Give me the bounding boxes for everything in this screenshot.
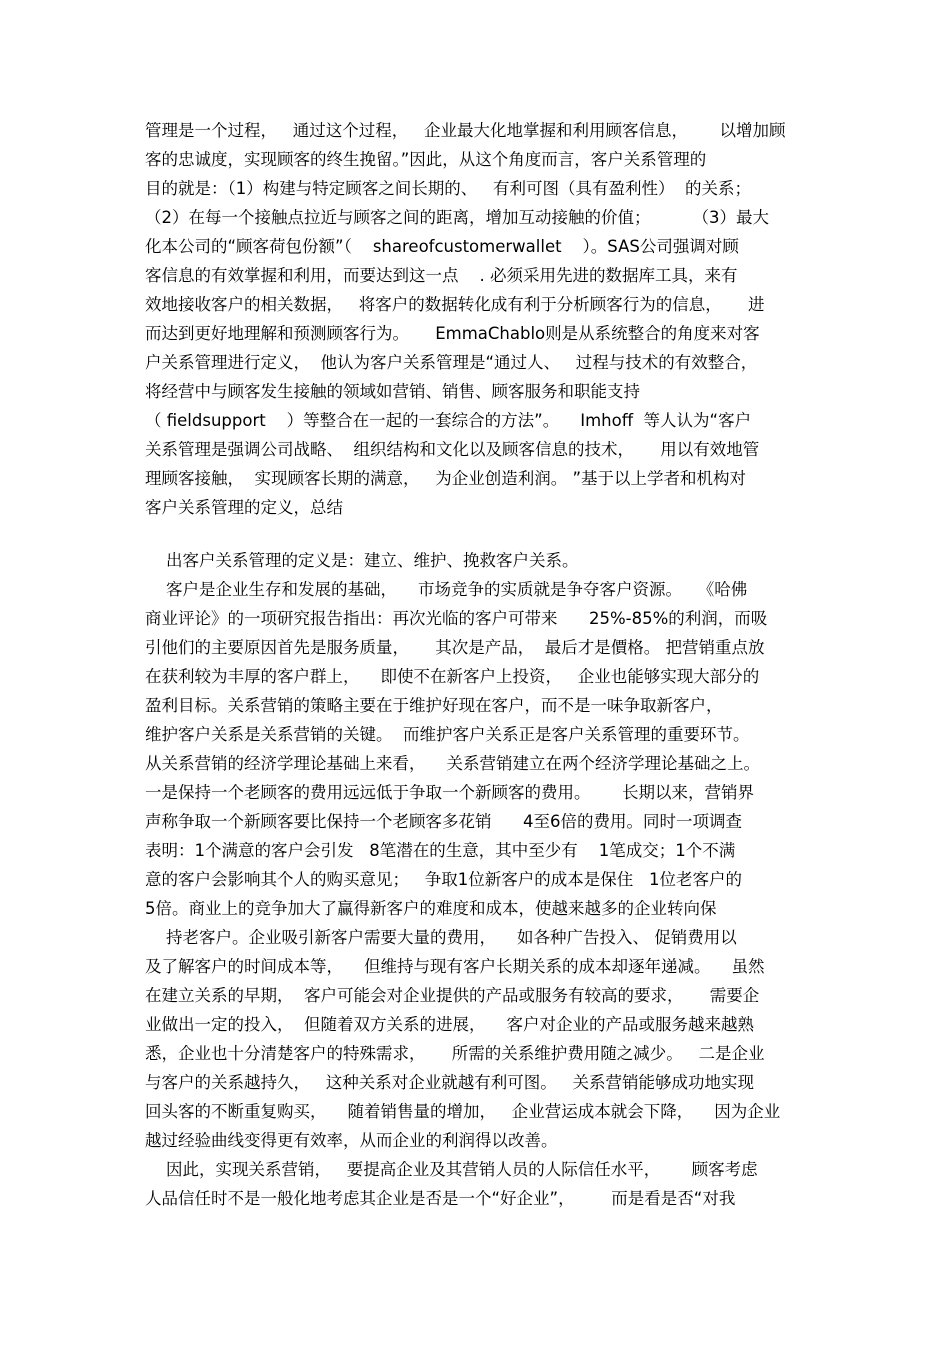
text-line: 在建立关系的早期， 客户可能会对企业提供的产品或服务有较高的要求， 需要企 [145, 986, 760, 1005]
text-line: 客的忠诚度，实现顾客的终生挽留。”因此，从这个角度而言，客户关系管理的 [145, 150, 707, 169]
text-line: 业做出一定的投入， 但随着双方关系的进展， 客户对企业的产品或服务越来越熟 [145, 1015, 754, 1034]
text-line: 声称争取一个新顾客要比保持一个老顾客多花销 4至6倍的费用。同时一项调查 [145, 812, 742, 831]
text-line: 将经营中与顾客发生接触的领域如营销、销售、顾客服务和职能支持 [145, 382, 640, 401]
text-line: 因此，实现关系营销， 要提高企业及其营销人员的人际信任水平， 顾客考虑 [145, 1160, 758, 1179]
text-line: 在获利较为丰厚的客户群上， 即使不在新客户上投资， 企业也能够实现大部分的 [145, 667, 760, 686]
text-line: 越过经验曲线变得更有效率，从而企业的利润得以改善。 [145, 1131, 558, 1150]
text-line: 5倍。商业上的竞争加大了赢得新客户的难度和成本，使越来越多的企业转向保 [145, 899, 717, 918]
text-line: 表明：1个满意的客户会引发 8笔潜在的生意，其中至少有 1笔成交；1个不满 [145, 841, 736, 860]
text-line: 意的客户会影响其个人的购买意见； 争取1位新客户的成本是保住 1位老客户的 [145, 870, 742, 889]
text-line: 客户是企业生存和发展的基础， 市场竞争的实质就是争夺客户资源。 《哈佛 [145, 580, 748, 599]
text-line: 与客户的关系越持久， 这种关系对企业就越有利可图。 关系营销能够成功地实现 [145, 1073, 754, 1092]
text-line: 从关系营销的经济学理论基础上来看， 关系营销建立在两个经济学理论基础之上。 [145, 754, 760, 773]
text-line: 客信息的有效掌握和利用，而要达到这一点 . 必须采用先进的数据库工具，来有 [145, 266, 738, 285]
text-line: 户关系管理进行定义， 他认为客户关系管理是“通过人、 过程与技术的有效整合， [145, 353, 758, 372]
text-line: 引他们的主要原因首先是服务质量， 其次是产品， 最后才是價格。 把营销重点放 [145, 638, 765, 657]
text-line: 回头客的不断重复购买， 随着销售量的增加， 企业营运成本就会下降， 因为企业 [145, 1102, 781, 1121]
text-line: 化本公司的“顾客荷包份额”（ shareofcustomerwallet ）。SAS公司强调对顾 [145, 237, 739, 256]
text-line: 商业评论》的一项研究报告指出：再次光临的客户可带来 25%-85%的利润，而吸 [145, 609, 768, 628]
text-line: （ fieldsupport ）等整合在一起的一套综合的方法”。 Imhoff 等人认为“客户 [145, 411, 752, 430]
text-line: （2）在每一个接触点拉近与顾客之间的距离，增加互动接触的价值； （3）最大 [145, 208, 769, 227]
text-line: 客户关系管理的定义，总结 [145, 498, 343, 517]
text-line: 管理是一个过程， 通过这个过程， 企业最大化地掌握和利用顾客信息， 以增加顾 [145, 121, 786, 140]
text-line: 人品信任时不是一般化地考虑其企业是否是一个“好企业”， 而是看是否“对我 [145, 1189, 736, 1208]
text-line: 出客户关系管理的定义是：建立、维护、挽救客户关系。 [145, 551, 579, 570]
text-line: 理顾客接触， 实现顾客长期的满意， 为企业创造利润。 ”基于以上学者和机构对 [145, 469, 747, 488]
text-line: 及了解客户的时间成本等， 但维持与现有客户长期关系的成本却逐年递减。 虽然 [145, 957, 765, 976]
text-line: 悉，企业也十分清楚客户的特殊需求， 所需的关系维护费用随之减少。 二是企业 [145, 1044, 765, 1063]
text-line: 关系管理是强调公司战略、 组织结构和文化以及顾客信息的技术， 用以有效地管 [145, 440, 760, 459]
text-line: 目的就是：（1）构建与特定顾客之间长期的、 有利可图（具有盈利性） 的关系； [145, 179, 751, 198]
text-line: 维护客户关系是关系营销的关键。 而维护客户关系正是客户关系管理的重要环节。 [145, 725, 750, 744]
text-line: 效地接收客户的相关数据， 将客户的数据转化成有利于分析顾客行为的信息， 进 [145, 295, 765, 314]
text-line: 一是保持一个老顾客的费用远远低于争取一个新顾客的费用。 长期以来，营销界 [145, 783, 754, 802]
text-line: 盈利目标。关系营销的策略主要在于维护好现在客户，而不是一味争取新客户， [145, 696, 723, 715]
text-line: 持老客户。企业吸引新客户需要大量的费用， 如各种广告投入、 促销费用以 [145, 928, 737, 947]
text-line: 而达到更好地理解和预测顾客行为。 EmmaChablo则是从系统整合的角度来对客 [145, 324, 760, 343]
